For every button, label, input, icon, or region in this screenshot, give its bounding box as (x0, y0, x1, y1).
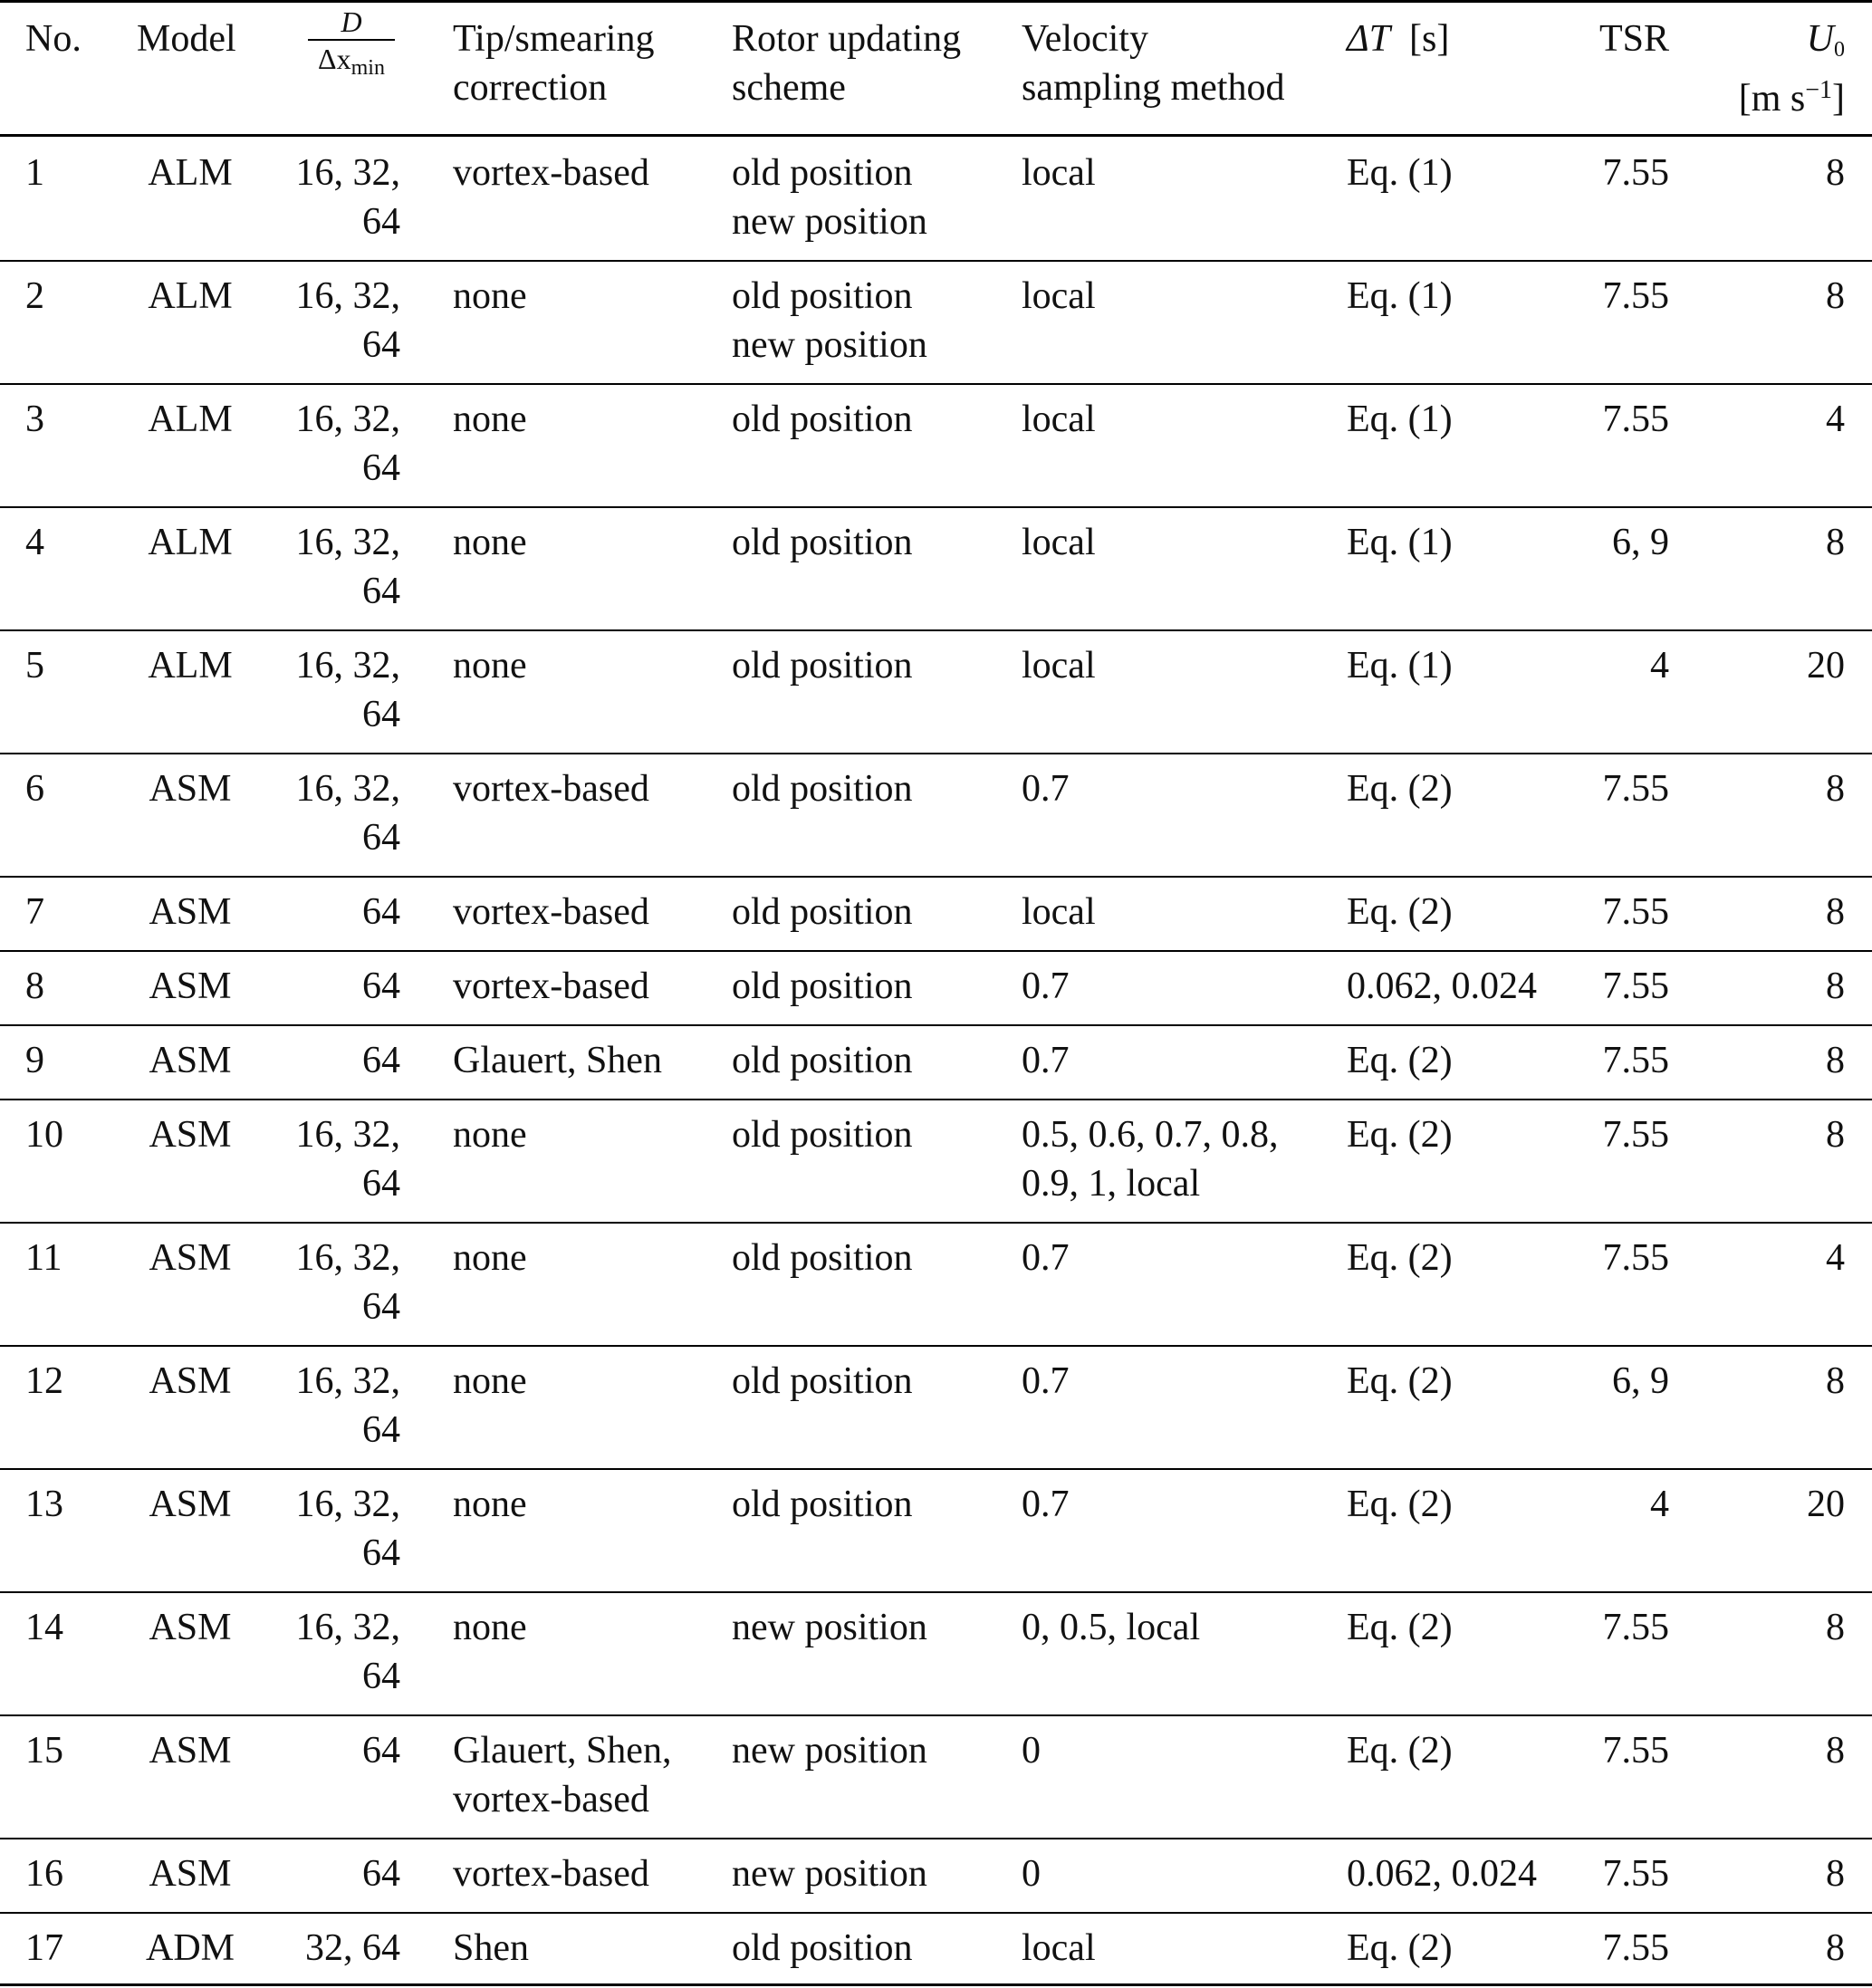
row-divider (0, 950, 1872, 952)
cell-no: 15 (25, 1730, 63, 1772)
cell-model: ASM (149, 1040, 232, 1081)
cell-no: 1 (25, 152, 44, 194)
header-rotor-updating: Rotor updating scheme (732, 18, 962, 109)
cell-vel1-line: local (1022, 275, 1096, 317)
cell-res1-line: 16, 32, (295, 1607, 400, 1648)
cell-tip1-line: Glauert, Shen, (453, 1730, 672, 1772)
cell-res (296, 518, 401, 616)
row-divider (0, 1714, 1872, 1716)
header-delta-t: ΔT [s] (1347, 18, 1450, 60)
cell-vel1-line: local (1022, 522, 1096, 563)
cell-rotor1-line: old position (732, 152, 913, 194)
cell-res1-line: 32, 64 (305, 1927, 400, 1969)
cell-rotor (732, 149, 927, 246)
cell-model: ASM (149, 1114, 232, 1156)
cell-res1-line: 16, 32, (295, 152, 400, 194)
cell-tsr: 4 (1650, 1484, 1669, 1525)
cell-model: ASM (149, 891, 232, 933)
cell-res1-line: 16, 32, (295, 1360, 400, 1402)
cell-vel (1022, 395, 1096, 444)
cell-tip1-line: none (453, 1607, 527, 1648)
cell-tip1-line: vortex-based (453, 891, 649, 933)
cell-rotor (732, 1036, 913, 1085)
cell-model: ASM (149, 1360, 232, 1402)
cell-rotor (732, 518, 913, 567)
cell-tsr: 7.55 (1602, 399, 1669, 440)
cell-rotor1-line: old position (732, 399, 913, 440)
cell-model: ASM (149, 965, 232, 1007)
cell-vel1-line: 0.7 (1022, 1360, 1070, 1402)
cell-tip (453, 395, 527, 444)
cell-tip (453, 1480, 527, 1529)
cell-rotor2-line: new position (732, 324, 927, 366)
cell-tip (453, 764, 649, 813)
cell-vel (1022, 764, 1070, 813)
cell-tsr: 7.55 (1602, 1114, 1669, 1156)
cell-dt: Eq. (1) (1347, 522, 1453, 563)
cell-rotor1-line: old position (732, 1360, 913, 1402)
cell-rotor (732, 1849, 927, 1898)
cell-rotor (732, 272, 927, 370)
cell-res2-line: 64 (362, 201, 400, 243)
row-divider (0, 383, 1872, 385)
cell-no: 11 (25, 1237, 62, 1279)
header-model: Model (137, 18, 236, 60)
cell-no: 9 (25, 1040, 44, 1081)
cell-tip (453, 1726, 671, 1824)
cell-model: ASM (149, 1607, 232, 1648)
cell-u0: 8 (1826, 768, 1845, 810)
cell-no: 13 (25, 1484, 63, 1525)
cell-tip (453, 1234, 527, 1282)
header-u0: $U_0$ [m $s^{-1}$] (1738, 18, 1845, 120)
cell-rotor (732, 1603, 927, 1652)
cell-u0: 8 (1826, 1607, 1845, 1648)
cell-vel (1022, 1849, 1041, 1898)
cell-res1-line: 64 (362, 891, 400, 933)
cell-rotor1-line: old position (732, 1927, 913, 1969)
cell-no: 8 (25, 965, 44, 1007)
cell-model: ASM (149, 1484, 232, 1525)
cell-no: 4 (25, 522, 44, 563)
cell-u0: 8 (1826, 965, 1845, 1007)
cell-res (362, 1726, 400, 1775)
row-divider (0, 1222, 1872, 1224)
cell-no: 5 (25, 645, 44, 687)
cell-u0: 8 (1826, 275, 1845, 317)
cell-u0: 20 (1807, 1484, 1845, 1525)
cell-tip (453, 1603, 527, 1652)
cell-tip (453, 149, 649, 197)
cell-dt: Eq. (2) (1347, 891, 1453, 933)
cell-model: ALM (148, 275, 233, 317)
cell-model: ASM (149, 768, 232, 810)
cell-tip (453, 518, 527, 567)
cell-vel (1022, 518, 1096, 567)
cell-res (296, 1603, 401, 1701)
cell-tsr: 6, 9 (1612, 522, 1669, 563)
row-divider (0, 1099, 1872, 1100)
cell-res (296, 1234, 401, 1331)
cell-model: ALM (148, 522, 233, 563)
cell-res (296, 395, 401, 493)
cell-dt: Eq. (2) (1347, 1040, 1453, 1081)
cell-res2-line: 64 (362, 1409, 400, 1451)
cell-no: 7 (25, 891, 44, 933)
cell-u0: 8 (1826, 1114, 1845, 1156)
cell-no: 17 (25, 1927, 63, 1969)
cell-vel1-line: 0.7 (1022, 1040, 1070, 1081)
cell-dt: Eq. (1) (1347, 275, 1453, 317)
cell-res1-line: 16, 32, (295, 399, 400, 440)
cell-tip (453, 1924, 529, 1973)
cell-res (296, 1480, 401, 1578)
cell-res (362, 1036, 400, 1085)
cell-vel1-line: local (1022, 645, 1096, 687)
cell-no: 6 (25, 768, 44, 810)
cell-rotor (732, 1357, 913, 1406)
cell-rotor1-line: new position (732, 1853, 927, 1895)
row-divider (0, 260, 1872, 262)
cell-rotor1-line: old position (732, 1114, 913, 1156)
cell-rotor1-line: old position (732, 522, 913, 563)
cell-rotor1-line: old position (732, 1040, 913, 1081)
cell-tsr: 6, 9 (1612, 1360, 1669, 1402)
cell-res (296, 149, 401, 246)
cell-vel (1022, 962, 1070, 1011)
cell-dt: Eq. (2) (1347, 1237, 1453, 1279)
cell-rotor2-line: new position (732, 201, 927, 243)
cell-res2-line: 64 (362, 817, 400, 859)
cell-tip1-line: none (453, 1237, 527, 1279)
cell-res2-line: 64 (362, 324, 400, 366)
cell-u0: 8 (1826, 522, 1845, 563)
cell-tsr: 7.55 (1602, 1607, 1669, 1648)
cell-vel (1022, 1603, 1200, 1652)
cell-tip1-line: Shen (453, 1927, 529, 1969)
cell-rotor1-line: old position (732, 1237, 913, 1279)
bottom-rule (0, 1983, 1872, 1986)
cell-vel (1022, 888, 1096, 936)
cell-tip1-line: none (453, 1484, 527, 1525)
row-divider (0, 1345, 1872, 1347)
cell-vel1-line: 0, 0.5, local (1022, 1607, 1201, 1648)
cell-res1-line: 16, 32, (295, 1237, 400, 1279)
cell-tip1-line: vortex-based (453, 152, 649, 194)
cell-res2-line: 64 (362, 1163, 400, 1205)
header-velocity-sampling: Velocity sampling method (1022, 18, 1285, 109)
cell-u0: 8 (1826, 1360, 1845, 1402)
cell-dt: Eq. (1) (1347, 399, 1453, 440)
cell-tsr: 7.55 (1602, 1853, 1669, 1895)
cell-dt: Eq. (2) (1347, 768, 1453, 810)
cell-res2-line: 64 (362, 447, 400, 489)
cell-u0: 8 (1826, 891, 1845, 933)
row-divider (0, 1912, 1872, 1914)
cell-dt: Eq. (2) (1347, 1927, 1453, 1969)
cell-no: 12 (25, 1360, 63, 1402)
cell-tsr: 7.55 (1602, 768, 1669, 810)
cell-vel (1022, 272, 1096, 321)
cell-res (296, 272, 401, 370)
cell-tsr: 7.55 (1602, 1237, 1669, 1279)
cell-u0: 20 (1807, 645, 1845, 687)
cell-vel (1022, 1234, 1070, 1282)
cell-u0: 8 (1826, 1040, 1845, 1081)
cell-u0: 4 (1826, 1237, 1845, 1279)
header-resolution-denominator: $\Delta x_{min}$ (318, 43, 385, 80)
cell-res1-line: 64 (362, 1040, 400, 1081)
cell-dt: Eq. (2) (1347, 1114, 1453, 1156)
cell-u0: 8 (1826, 1730, 1845, 1772)
cell-res1-line: 16, 32, (295, 275, 400, 317)
cell-vel (1022, 1036, 1070, 1085)
cell-res1-line: 16, 32, (295, 645, 400, 687)
cell-vel1-line: 0.7 (1022, 1484, 1070, 1525)
row-divider (0, 1838, 1872, 1839)
cell-vel1-line: local (1022, 152, 1096, 194)
cell-u0: 4 (1826, 399, 1845, 440)
cell-u0: 8 (1826, 1853, 1845, 1895)
cell-res2-line: 64 (362, 1532, 400, 1574)
cell-tip1-line: none (453, 645, 527, 687)
cell-res1-line: 64 (362, 965, 400, 1007)
cell-no: 2 (25, 275, 44, 317)
cell-u0: 8 (1826, 1927, 1845, 1969)
cell-tip1-line: vortex-based (453, 768, 649, 810)
cell-vel1-line: local (1022, 891, 1096, 933)
cell-rotor (732, 395, 913, 444)
cell-tip (453, 1849, 649, 1898)
cell-res1-line: 16, 32, (295, 1484, 400, 1525)
header-tip-correction: Tip/smearing correction (453, 18, 655, 109)
cell-tip (453, 1036, 662, 1085)
cell-tip2-line: vortex-based (453, 1779, 649, 1820)
cell-res (362, 1849, 400, 1898)
cell-model: ALM (148, 645, 233, 687)
cell-tsr: 7.55 (1602, 1730, 1669, 1772)
cell-rotor (732, 888, 913, 936)
cell-tsr: 7.55 (1602, 965, 1669, 1007)
cell-rotor1-line: new position (732, 1607, 927, 1648)
cell-res1-line: 16, 32, (295, 768, 400, 810)
cell-rotor (732, 1234, 913, 1282)
header-resolution (306, 7, 397, 79)
header-no: No. (25, 18, 82, 60)
cell-tip1-line: none (453, 1114, 527, 1156)
cell-model: ADM (145, 1927, 235, 1969)
cell-dt: 0.062, 0.024 (1347, 1853, 1537, 1895)
cell-res (296, 1110, 401, 1208)
row-divider (0, 1024, 1872, 1026)
cell-vel (1022, 1110, 1279, 1208)
header-resolution-numerator: D (341, 5, 362, 38)
cell-no: 3 (25, 399, 44, 440)
cell-tip1-line: vortex-based (453, 1853, 649, 1895)
top-rule (0, 0, 1872, 3)
cell-tip1-line: Glauert, Shen (453, 1040, 662, 1081)
cell-res1-line: 64 (362, 1853, 400, 1895)
cell-model: ASM (149, 1237, 232, 1279)
cell-res (362, 962, 400, 1011)
header-rule (0, 134, 1872, 137)
cell-rotor (732, 764, 913, 813)
row-divider (0, 1468, 1872, 1470)
cell-no: 16 (25, 1853, 63, 1895)
cell-vel (1022, 1357, 1070, 1406)
cell-res (296, 641, 401, 739)
cell-tip (453, 272, 527, 321)
row-divider (0, 753, 1872, 754)
cell-rotor1-line: old position (732, 275, 913, 317)
cell-tip1-line: vortex-based (453, 965, 649, 1007)
cell-tip1-line: none (453, 275, 527, 317)
cell-vel1-line: 0 (1022, 1853, 1041, 1895)
cell-rotor1-line: old position (732, 645, 913, 687)
cell-no: 14 (25, 1607, 63, 1648)
cell-rotor1-line: new position (732, 1730, 927, 1772)
cell-tip1-line: none (453, 522, 527, 563)
cell-rotor (732, 1726, 927, 1775)
cell-rotor1-line: old position (732, 768, 913, 810)
cell-tip (453, 1110, 527, 1159)
cell-rotor (732, 1480, 913, 1529)
cell-vel (1022, 149, 1096, 197)
cell-vel1-line: local (1022, 399, 1096, 440)
cell-dt: Eq. (2) (1347, 1607, 1453, 1648)
cell-tsr: 7.55 (1602, 1927, 1669, 1969)
cell-res1-line: 64 (362, 1730, 400, 1772)
cell-tip1-line: none (453, 1360, 527, 1402)
cell-res1-line: 16, 32, (295, 1114, 400, 1156)
cell-res (296, 1357, 401, 1455)
cell-no: 10 (25, 1114, 63, 1156)
cell-model: ALM (148, 399, 233, 440)
cell-vel1-line: local (1022, 1927, 1096, 1969)
cell-u0: 8 (1826, 152, 1845, 194)
cell-res (362, 888, 400, 936)
header-tsr: TSR (1598, 18, 1669, 60)
cell-tip1-line: none (453, 399, 527, 440)
cell-vel (1022, 1480, 1070, 1529)
cell-tip (453, 888, 649, 936)
cell-vel2-line: 0.9, 1, local (1022, 1163, 1201, 1205)
cell-vel1-line: 0.7 (1022, 768, 1070, 810)
cell-rotor1-line: old position (732, 1484, 913, 1525)
row-divider (0, 876, 1872, 878)
cell-tsr: 7.55 (1602, 891, 1669, 933)
cell-tsr: 7.55 (1602, 1040, 1669, 1081)
cell-res2-line: 64 (362, 1286, 400, 1328)
row-divider (0, 1591, 1872, 1593)
cell-dt: 0.062, 0.024 (1347, 965, 1537, 1007)
cell-res2-line: 64 (362, 1656, 400, 1697)
cell-res (305, 1924, 400, 1973)
cell-model: ALM (148, 152, 233, 194)
cell-dt: Eq. (2) (1347, 1360, 1453, 1402)
cell-vel1-line: 0.7 (1022, 965, 1070, 1007)
cell-dt: Eq. (1) (1347, 645, 1453, 687)
cell-tip (453, 641, 527, 690)
cell-res2-line: 64 (362, 694, 400, 735)
cell-vel (1022, 641, 1096, 690)
cell-vel1-line: 0.7 (1022, 1237, 1070, 1279)
cell-model: ASM (149, 1853, 232, 1895)
cell-res1-line: 16, 32, (295, 522, 400, 563)
cell-dt: Eq. (1) (1347, 152, 1453, 194)
cell-model: ASM (149, 1730, 232, 1772)
cell-vel1-line: 0.5, 0.6, 0.7, 0.8, (1022, 1114, 1279, 1156)
cell-dt: Eq. (2) (1347, 1484, 1453, 1525)
cell-rotor1-line: old position (732, 891, 913, 933)
row-divider (0, 629, 1872, 631)
cell-rotor (732, 641, 913, 690)
cell-rotor (732, 1924, 913, 1973)
cell-tip (453, 1357, 527, 1406)
cell-rotor (732, 1110, 913, 1159)
cell-tip (453, 962, 649, 1011)
cell-rotor (732, 962, 913, 1011)
cell-res (296, 764, 401, 862)
cell-tsr: 7.55 (1602, 275, 1669, 317)
cell-vel (1022, 1924, 1096, 1973)
cell-tsr: 4 (1650, 645, 1669, 687)
cell-tsr: 7.55 (1602, 152, 1669, 194)
cell-res2-line: 64 (362, 571, 400, 612)
row-divider (0, 506, 1872, 508)
cell-vel1-line: 0 (1022, 1730, 1041, 1772)
cell-rotor1-line: old position (732, 965, 913, 1007)
cell-dt: Eq. (2) (1347, 1730, 1453, 1772)
cell-vel (1022, 1726, 1041, 1775)
